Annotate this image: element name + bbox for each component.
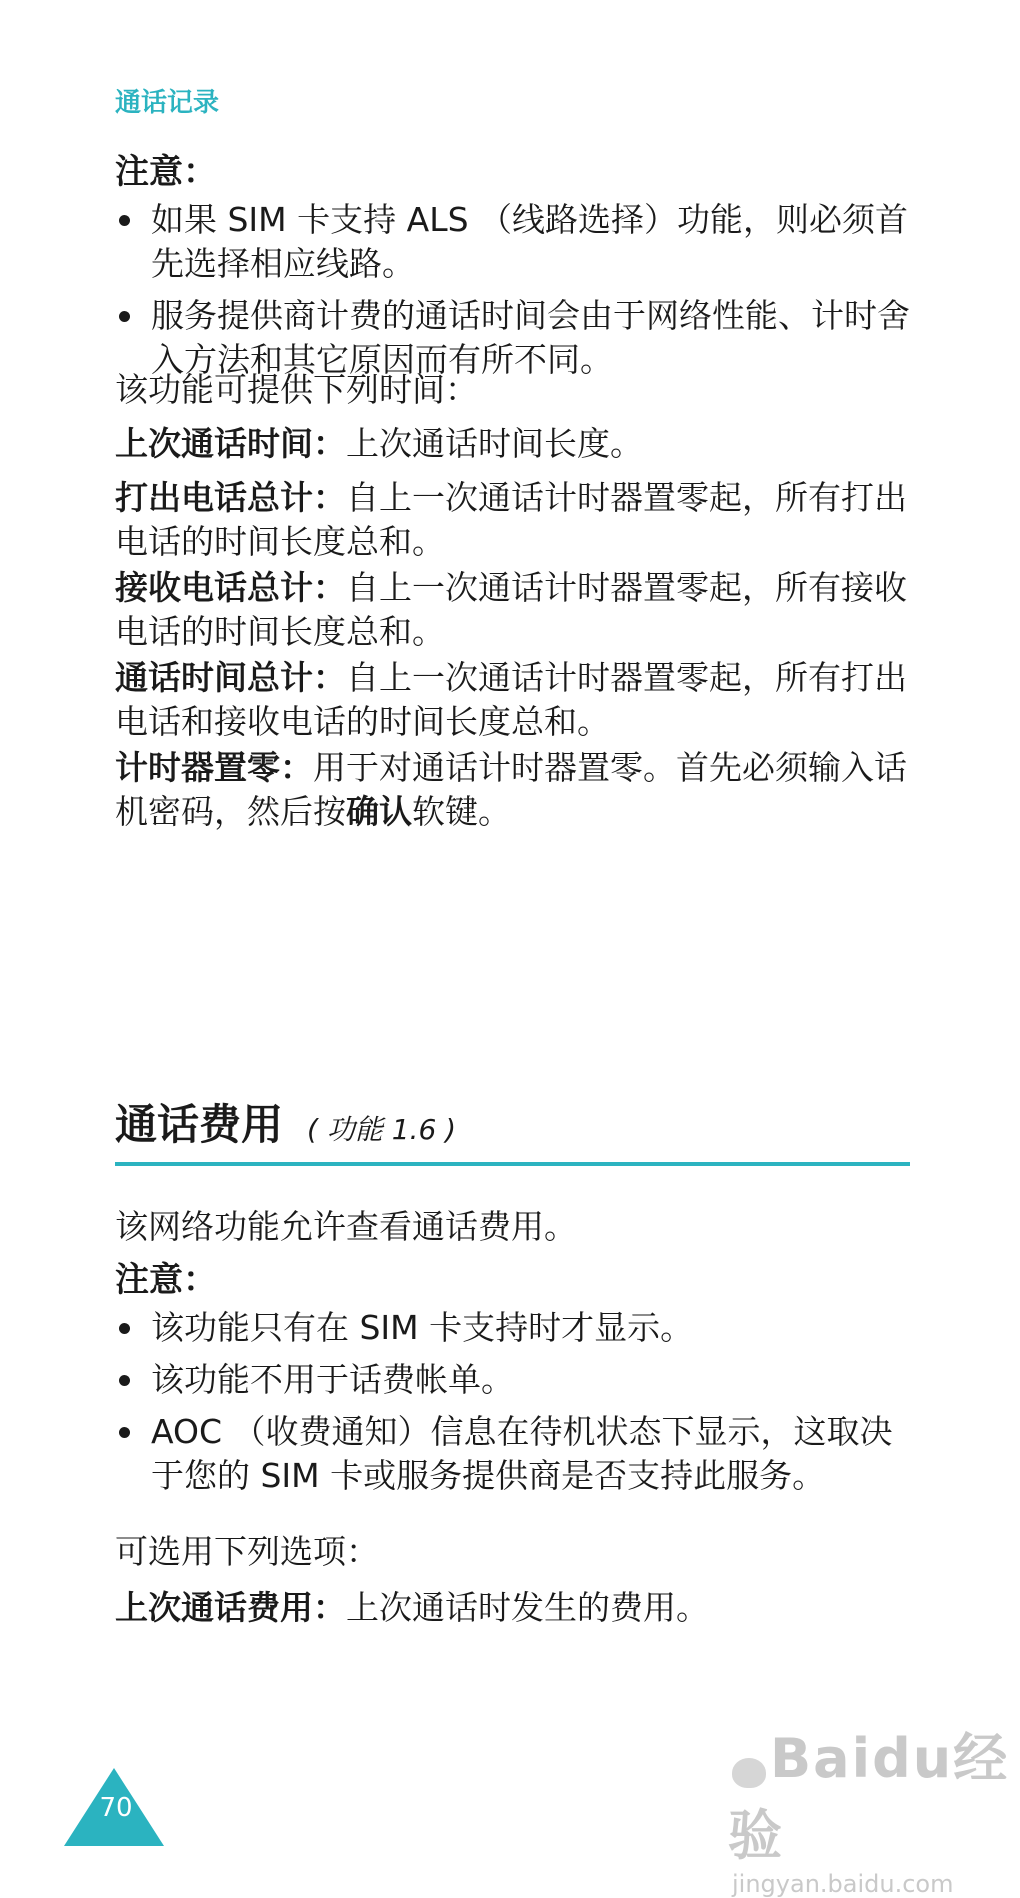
definition-term: 上次通话时间： — [115, 424, 346, 463]
definition-desc-end: 软键。 — [412, 792, 511, 831]
definition-item — [115, 566, 915, 654]
definition-term: 接收电话总计： — [115, 568, 346, 607]
baidu-watermark — [728, 1716, 1020, 1898]
watermark-brand: Baidu经验 — [728, 1727, 1010, 1867]
definition-term: 上次通话费用： — [115, 1588, 346, 1627]
definition-desc: 上次通话时间长度。 — [346, 424, 643, 463]
definition-item — [115, 1586, 915, 1630]
definition-item — [115, 746, 915, 834]
function-number: ( 功能 1.6 ) — [307, 1113, 457, 1146]
definition-item — [115, 422, 915, 466]
definition-item — [115, 476, 915, 564]
paw-icon — [732, 1758, 766, 1788]
note-label: 注意： — [115, 1260, 217, 1300]
definition-item — [115, 656, 915, 744]
bullet-item: 如果 SIM 卡支持 ALS （线路选择）功能，则必须首先选择相应线路。 — [115, 198, 915, 286]
bullet-item: AOC （收费通知）信息在待机状态下显示，这取决于您的 SIM 卡或服务提供商是否支持此服务。 — [115, 1410, 915, 1498]
running-header: 通话记录 — [115, 88, 220, 118]
definition-desc: 上次通话时发生的费用。 — [346, 1588, 709, 1627]
bullet-item: 该功能不用于话费帐单。 — [115, 1358, 915, 1402]
definition-term: 计时器置零： — [115, 748, 313, 787]
section-intro: 该网络功能允许查看通话费用。 — [115, 1207, 577, 1246]
note-block-1 — [115, 150, 915, 390]
softkey-name: 确认 — [346, 792, 412, 831]
definition-term: 打出电话总计： — [115, 478, 346, 517]
watermark-url: jingyan.baidu.com — [732, 1870, 954, 1898]
bullet-item: 服务提供商计费的通话时间会由于网络性能、计时舍入方法和其它原因而有所不同。 — [115, 294, 915, 382]
options-intro: 可选用下列选项： — [115, 1532, 379, 1571]
note-label: 注意： — [115, 152, 217, 192]
intro-text: 该功能可提供下列时间： — [115, 370, 478, 409]
bullet-item: 该功能只有在 SIM 卡支持时才显示。 — [115, 1306, 915, 1350]
page-number: 70 — [99, 1793, 133, 1823]
definition-term: 通话时间总计： — [115, 658, 346, 697]
definition-desc: 自上一次通话计时器置零起，所有打出电话的时间长度总和。 — [115, 478, 907, 561]
definition-desc: 自上一次通话计时器置零起，所有打出电话和接收电话的时间长度总和。 — [115, 658, 907, 741]
definition-desc: 用于对通话计时器置零。首先必须输入话机密码，然后按 — [115, 748, 907, 831]
section-title: 通话费用 — [115, 1100, 284, 1149]
definition-desc: 自上一次通话计时器置零起，所有接收电话的时间长度总和。 — [115, 568, 907, 651]
section-heading — [115, 1092, 910, 1166]
note-block-2 — [115, 1258, 915, 1506]
